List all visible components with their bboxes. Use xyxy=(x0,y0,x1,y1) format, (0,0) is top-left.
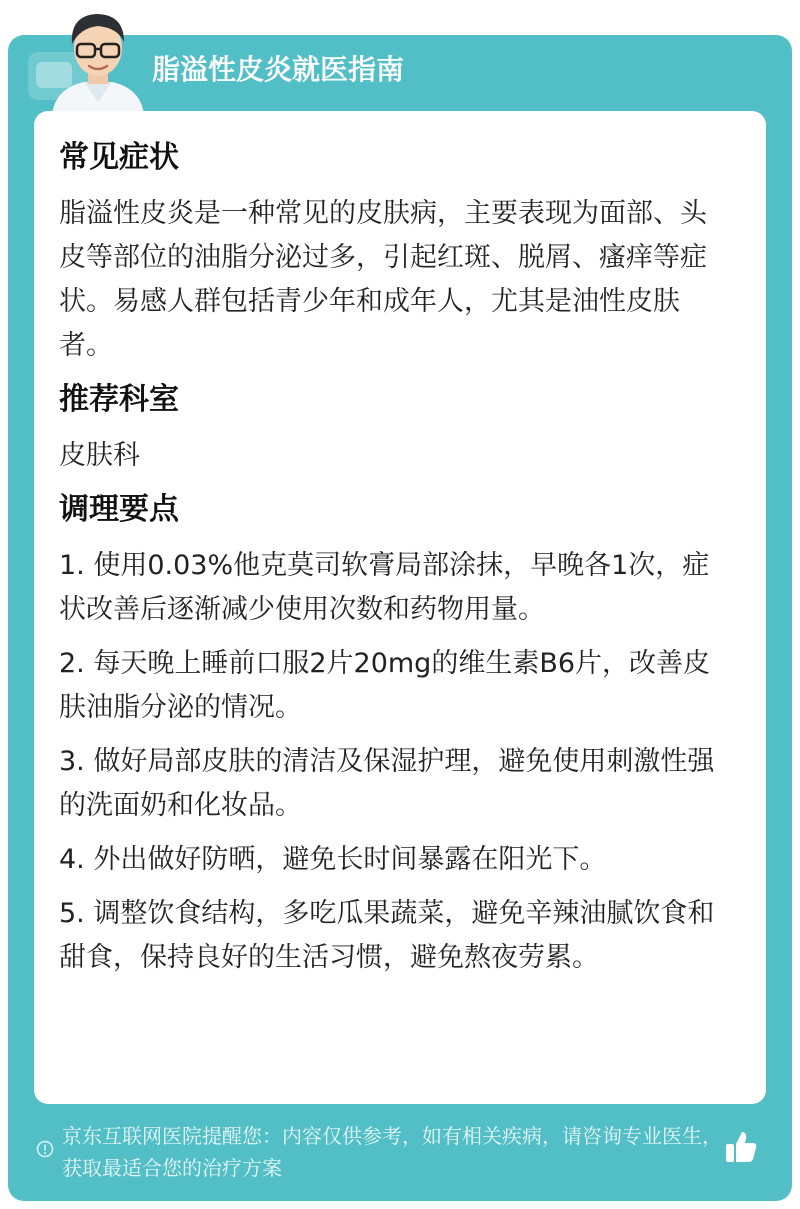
care-item-1: 1. 使用0.03%他克莫司软膏局部涂抹，早晚各1次，症状改善后逐渐减少使用次数和药物用量。 xyxy=(59,550,710,625)
symptoms-heading: 常见症状 xyxy=(59,140,179,175)
care-heading: 调理要点 xyxy=(59,492,179,527)
care-item-3: 3. 做好局部皮肤的清洁及保湿护理，避免使用刺激性强的洗面奶和化妆品。 xyxy=(59,746,715,821)
guide-content xyxy=(59,130,729,990)
info-icon xyxy=(36,1140,54,1158)
doctor-avatar-icon xyxy=(46,6,150,114)
thumbs-up-icon[interactable] xyxy=(724,1128,758,1164)
disclaimer-text: 京东互联网医院提醒您：内容仅供参考，如有相关疾病，请咨询专业医生，获取最适合您的治疗方案 xyxy=(62,1124,722,1180)
page-title: 脂溢性皮炎就医指南 xyxy=(152,53,405,86)
care-item-5: 5. 调整饮食结构，多吃瓜果蔬菜，避免辛辣油腻饮食和甜食，保持良好的生活习惯，避免熬夜劳累。 xyxy=(59,898,715,973)
symptoms-text: 脂溢性皮炎是一种常见的皮肤病，主要表现为面部、头皮等部位的油脂分泌过多，引起红斑、脱屑、瘙痒等症状。易感人群包括青少年和成年人，尤其是油性皮肤者。 xyxy=(59,198,707,361)
care-item-4: 4. 外出做好防晒，避免长时间暴露在阳光下。 xyxy=(59,844,607,875)
department-heading: 推荐科室 xyxy=(59,382,179,417)
care-item-2: 2. 每天晚上睡前口服2片20mg的维生素B6片，改善皮肤油脂分泌的情况。 xyxy=(59,648,711,723)
footer xyxy=(36,1120,776,1190)
department-text: 皮肤科 xyxy=(59,440,140,471)
